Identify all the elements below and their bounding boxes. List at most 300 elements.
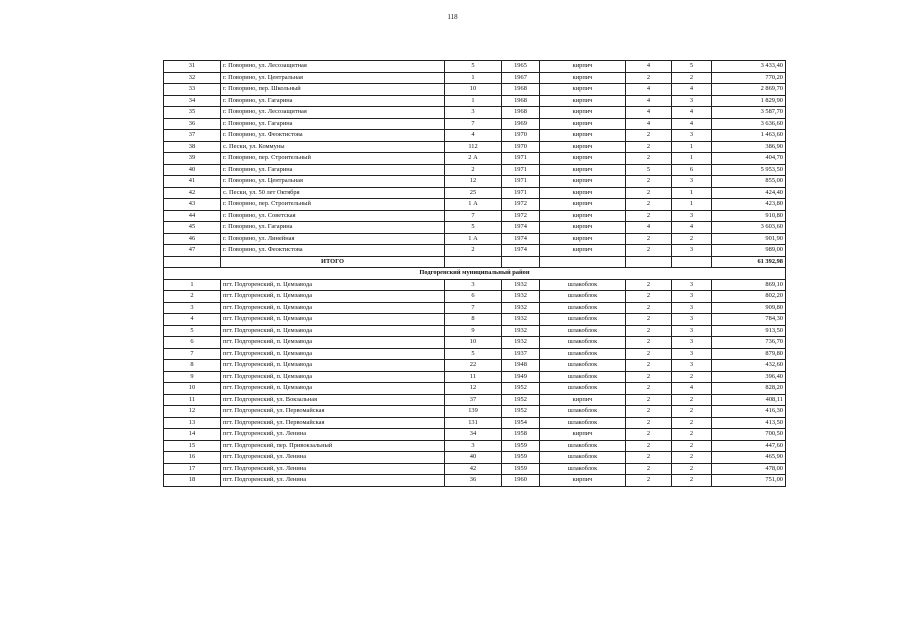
floors-cell: 2 [626, 72, 672, 84]
house-number-cell: 37 [445, 394, 502, 406]
area-cell: 5 953,50 [712, 164, 786, 176]
row-number-cell: 11 [164, 394, 221, 406]
row-number-cell: 32 [164, 72, 221, 84]
total-label: ИТОГО [221, 256, 445, 268]
build-year-cell: 1959 [502, 463, 540, 475]
table-row [164, 348, 786, 360]
row-number-cell: 17 [164, 463, 221, 475]
house-number-cell: 3 [445, 279, 502, 291]
build-year-cell: 1971 [502, 153, 540, 165]
house-number-cell: 6 [445, 291, 502, 303]
area-cell: 802,20 [712, 291, 786, 303]
table-row [164, 383, 786, 395]
address-cell: г. Поворино, ул. Феоктистова [221, 245, 445, 257]
area-cell: 913,50 [712, 325, 786, 337]
wall-material-cell: шлакоблок [540, 302, 626, 314]
area-cell: 751,00 [712, 475, 786, 487]
house-number-cell: 22 [445, 360, 502, 372]
house-number-cell: 3 [445, 440, 502, 452]
table-row [164, 360, 786, 372]
house-number-cell: 4 [445, 130, 502, 142]
build-year-cell: 1968 [502, 95, 540, 107]
address-cell: г. Поворино, ул. Лесозащитная [221, 61, 445, 73]
wall-material-cell: шлакоблок [540, 406, 626, 418]
address-cell: г. Поворино, ул. Центральная [221, 176, 445, 188]
entrances-cell: 3 [672, 210, 712, 222]
house-number-cell: 25 [445, 187, 502, 199]
wall-material-cell: кирпич [540, 245, 626, 257]
area-cell: 386,90 [712, 141, 786, 153]
address-cell: г. Поворино, ул. Центральная [221, 72, 445, 84]
row-number-cell: 34 [164, 95, 221, 107]
floors-cell: 4 [626, 118, 672, 130]
floors-cell: 2 [626, 394, 672, 406]
entrances-cell: 4 [672, 118, 712, 130]
wall-material-cell: кирпич [540, 61, 626, 73]
address-cell: пгт. Подгоренский, п. Цемзавода [221, 302, 445, 314]
build-year-cell: 1932 [502, 325, 540, 337]
floors-cell: 2 [626, 337, 672, 349]
floors-cell: 2 [626, 417, 672, 429]
floors-cell: 2 [626, 233, 672, 245]
floors-cell: 2 [626, 325, 672, 337]
floors-cell: 4 [626, 61, 672, 73]
floors-cell: 2 [626, 406, 672, 418]
table-row [164, 164, 786, 176]
floors-cell: 2 [626, 245, 672, 257]
address-cell: пгт. Подгоренский, п. Цемзавода [221, 325, 445, 337]
address-cell: г. Поворино, пер. Строительный [221, 153, 445, 165]
row-number-cell: 6 [164, 337, 221, 349]
row-number-cell: 12 [164, 406, 221, 418]
address-cell: г. Поворино, ул. Гагарина [221, 164, 445, 176]
wall-material-cell: кирпич [540, 210, 626, 222]
entrances-cell: 3 [672, 348, 712, 360]
entrances-cell: 3 [672, 176, 712, 188]
house-number-cell: 1 [445, 95, 502, 107]
area-cell: 478,00 [712, 463, 786, 475]
wall-material-cell: кирпич [540, 187, 626, 199]
table-row [164, 84, 786, 96]
build-year-cell: 1954 [502, 417, 540, 429]
area-cell: 879,80 [712, 348, 786, 360]
house-number-cell: 5 [445, 222, 502, 234]
total-empty-cell [672, 256, 712, 268]
wall-material-cell: кирпич [540, 199, 626, 211]
table-row [164, 222, 786, 234]
wall-material-cell: шлакоблок [540, 314, 626, 326]
row-number-cell: 45 [164, 222, 221, 234]
table-row [164, 463, 786, 475]
entrances-cell: 3 [672, 325, 712, 337]
table-row [164, 245, 786, 257]
house-number-cell: 2 [445, 164, 502, 176]
row-number-cell: 4 [164, 314, 221, 326]
house-number-cell: 9 [445, 325, 502, 337]
entrances-cell: 3 [672, 314, 712, 326]
wall-material-cell: кирпич [540, 72, 626, 84]
area-cell: 432,60 [712, 360, 786, 372]
house-number-cell: 7 [445, 118, 502, 130]
build-year-cell: 1932 [502, 302, 540, 314]
house-number-cell: 1 [445, 72, 502, 84]
wall-material-cell: кирпич [540, 130, 626, 142]
row-number-cell: 36 [164, 118, 221, 130]
build-year-cell: 1974 [502, 233, 540, 245]
wall-material-cell: кирпич [540, 118, 626, 130]
wall-material-cell: шлакоблок [540, 440, 626, 452]
build-year-cell: 1952 [502, 383, 540, 395]
table-row [164, 452, 786, 464]
floors-cell: 2 [626, 302, 672, 314]
table-row [164, 314, 786, 326]
build-year-cell: 1969 [502, 118, 540, 130]
wall-material-cell: шлакоблок [540, 383, 626, 395]
floors-cell: 2 [626, 199, 672, 211]
section-header-row [164, 268, 786, 280]
wall-material-cell: шлакоблок [540, 348, 626, 360]
table-row [164, 394, 786, 406]
address-cell: пгт. Подгоренский, п. Цемзавода [221, 314, 445, 326]
address-cell: пгт. Подгоренский, ул. Первомайская [221, 417, 445, 429]
area-cell: 413,50 [712, 417, 786, 429]
floors-cell: 4 [626, 222, 672, 234]
floors-cell: 2 [626, 187, 672, 199]
table-row [164, 199, 786, 211]
row-number-cell: 47 [164, 245, 221, 257]
wall-material-cell: шлакоблок [540, 452, 626, 464]
row-number-cell: 18 [164, 475, 221, 487]
address-cell: г. Поворино, ул. Феоктистова [221, 130, 445, 142]
row-number-cell: 3 [164, 302, 221, 314]
area-cell: 3 433,40 [712, 61, 786, 73]
table-row [164, 440, 786, 452]
rows-bottom [164, 279, 786, 486]
area-cell: 784,30 [712, 314, 786, 326]
entrances-cell: 4 [672, 84, 712, 96]
total-empty-cell [626, 256, 672, 268]
total-empty-cell [502, 256, 540, 268]
table-row [164, 176, 786, 188]
row-number-cell: 10 [164, 383, 221, 395]
area-cell: 408,11 [712, 394, 786, 406]
house-number-cell: 1 А [445, 199, 502, 211]
build-year-cell: 1932 [502, 314, 540, 326]
row-number-cell: 2 [164, 291, 221, 303]
row-number-cell: 40 [164, 164, 221, 176]
floors-cell: 2 [626, 130, 672, 142]
table-row [164, 233, 786, 245]
house-number-cell: 12 [445, 176, 502, 188]
area-cell: 404,70 [712, 153, 786, 165]
floors-cell: 2 [626, 452, 672, 464]
address-cell: г. Поворино, ул. Гагарина [221, 95, 445, 107]
wall-material-cell: шлакоблок [540, 360, 626, 372]
address-cell: г. Поворино, ул. Линейная [221, 233, 445, 245]
build-year-cell: 1970 [502, 141, 540, 153]
entrances-cell: 3 [672, 130, 712, 142]
build-year-cell: 1971 [502, 176, 540, 188]
row-number-cell: 31 [164, 61, 221, 73]
entrances-cell: 3 [672, 245, 712, 257]
floors-cell: 2 [626, 360, 672, 372]
build-year-cell: 1965 [502, 61, 540, 73]
total-empty-cell [445, 256, 502, 268]
entrances-cell: 2 [672, 72, 712, 84]
floors-cell: 2 [626, 141, 672, 153]
build-year-cell: 1974 [502, 222, 540, 234]
build-year-cell: 1937 [502, 348, 540, 360]
area-cell: 1 463,60 [712, 130, 786, 142]
floors-cell: 2 [626, 279, 672, 291]
row-number-cell: 43 [164, 199, 221, 211]
page-number: 118 [447, 13, 458, 21]
floors-cell: 2 [626, 153, 672, 165]
address-cell: г. Поворино, ул. Гагарина [221, 222, 445, 234]
address-cell: г. Поворино, ул. Гагарина [221, 118, 445, 130]
wall-material-cell: кирпич [540, 153, 626, 165]
house-number-cell: 5 [445, 348, 502, 360]
row-number-cell: 41 [164, 176, 221, 188]
row-number-cell: 42 [164, 187, 221, 199]
house-number-cell: 112 [445, 141, 502, 153]
area-cell: 828,20 [712, 383, 786, 395]
table-row [164, 107, 786, 119]
row-number-cell: 37 [164, 130, 221, 142]
wall-material-cell: шлакоблок [540, 463, 626, 475]
entrances-cell: 3 [672, 291, 712, 303]
build-year-cell: 1970 [502, 130, 540, 142]
wall-material-cell: шлакоблок [540, 417, 626, 429]
house-number-cell: 11 [445, 371, 502, 383]
total-block [164, 256, 786, 279]
area-cell: 736,70 [712, 337, 786, 349]
area-cell: 396,40 [712, 371, 786, 383]
table-row [164, 337, 786, 349]
floors-cell: 2 [626, 440, 672, 452]
wall-material-cell: кирпич [540, 429, 626, 441]
entrances-cell: 2 [672, 475, 712, 487]
build-year-cell: 1948 [502, 360, 540, 372]
row-number-cell: 8 [164, 360, 221, 372]
house-number-cell: 8 [445, 314, 502, 326]
house-number-cell: 1 А [445, 233, 502, 245]
wall-material-cell: шлакоблок [540, 371, 626, 383]
address-cell: г. Поворино, пер. Школьный [221, 84, 445, 96]
section-title: Подгоренский муниципальный район [164, 268, 786, 280]
entrances-cell: 2 [672, 429, 712, 441]
entrances-cell: 3 [672, 95, 712, 107]
area-cell: 3 603,60 [712, 222, 786, 234]
build-year-cell: 1974 [502, 245, 540, 257]
total-empty-cell [164, 256, 221, 268]
table-row [164, 118, 786, 130]
house-number-cell: 2 А [445, 153, 502, 165]
wall-material-cell: кирпич [540, 95, 626, 107]
area-cell: 424,40 [712, 187, 786, 199]
entrances-cell: 1 [672, 199, 712, 211]
row-number-cell: 7 [164, 348, 221, 360]
table-row [164, 325, 786, 337]
table-row [164, 61, 786, 73]
area-cell: 869,10 [712, 279, 786, 291]
house-number-cell: 7 [445, 302, 502, 314]
area-cell: 1 829,90 [712, 95, 786, 107]
wall-material-cell: кирпич [540, 233, 626, 245]
housing-register-table [163, 60, 786, 487]
table-row [164, 302, 786, 314]
address-cell: г. Поворино, ул. Лесозащитная [221, 107, 445, 119]
area-cell: 909,80 [712, 302, 786, 314]
row-number-cell: 16 [164, 452, 221, 464]
table-row [164, 475, 786, 487]
floors-cell: 2 [626, 371, 672, 383]
build-year-cell: 1971 [502, 164, 540, 176]
area-cell: 447,60 [712, 440, 786, 452]
floors-cell: 4 [626, 84, 672, 96]
table-row [164, 371, 786, 383]
build-year-cell: 1932 [502, 279, 540, 291]
build-year-cell: 1968 [502, 84, 540, 96]
address-cell: пгт. Подгоренский, ул. Первомайская [221, 406, 445, 418]
total-value: 61 392,98 [712, 256, 786, 268]
area-cell: 700,50 [712, 429, 786, 441]
area-cell: 465,90 [712, 452, 786, 464]
entrances-cell: 3 [672, 302, 712, 314]
row-number-cell: 13 [164, 417, 221, 429]
area-cell: 901,90 [712, 233, 786, 245]
address-cell: пгт. Подгоренский, п. Цемзавода [221, 371, 445, 383]
row-number-cell: 1 [164, 279, 221, 291]
table-row [164, 429, 786, 441]
house-number-cell: 34 [445, 429, 502, 441]
wall-material-cell: кирпич [540, 164, 626, 176]
build-year-cell: 1949 [502, 371, 540, 383]
build-year-cell: 1960 [502, 475, 540, 487]
house-number-cell: 42 [445, 463, 502, 475]
table-row [164, 95, 786, 107]
house-number-cell: 12 [445, 383, 502, 395]
row-number-cell: 5 [164, 325, 221, 337]
wall-material-cell: кирпич [540, 141, 626, 153]
build-year-cell: 1932 [502, 291, 540, 303]
table-row [164, 187, 786, 199]
address-cell: пгт. Подгоренский, п. Цемзавода [221, 279, 445, 291]
entrances-cell: 2 [672, 394, 712, 406]
address-cell: с. Пески, ул. Коммуны [221, 141, 445, 153]
wall-material-cell: шлакоблок [540, 325, 626, 337]
entrances-cell: 2 [672, 452, 712, 464]
row-number-cell: 38 [164, 141, 221, 153]
wall-material-cell: кирпич [540, 84, 626, 96]
build-year-cell: 1972 [502, 210, 540, 222]
address-cell: с. Пески, ул. 50 лет Октября [221, 187, 445, 199]
build-year-cell: 1932 [502, 337, 540, 349]
entrances-cell: 1 [672, 141, 712, 153]
table-row [164, 130, 786, 142]
address-cell: пгт. Подгоренский, ул. Ленина [221, 463, 445, 475]
entrances-cell: 2 [672, 463, 712, 475]
house-number-cell: 2 [445, 245, 502, 257]
entrances-cell: 3 [672, 337, 712, 349]
rows-top [164, 61, 786, 257]
build-year-cell: 1972 [502, 199, 540, 211]
floors-cell: 2 [626, 291, 672, 303]
wall-material-cell: кирпич [540, 394, 626, 406]
floors-cell: 2 [626, 314, 672, 326]
house-number-cell: 7 [445, 210, 502, 222]
row-number-cell: 14 [164, 429, 221, 441]
build-year-cell: 1967 [502, 72, 540, 84]
area-cell: 416,30 [712, 406, 786, 418]
house-number-cell: 5 [445, 61, 502, 73]
entrances-cell: 2 [672, 440, 712, 452]
wall-material-cell: кирпич [540, 176, 626, 188]
house-number-cell: 10 [445, 84, 502, 96]
table-row [164, 291, 786, 303]
address-cell: пгт. Подгоренский, п. Цемзавода [221, 291, 445, 303]
entrances-cell: 2 [672, 371, 712, 383]
wall-material-cell: кирпич [540, 475, 626, 487]
build-year-cell: 1959 [502, 452, 540, 464]
entrances-cell: 2 [672, 417, 712, 429]
floors-cell: 2 [626, 429, 672, 441]
address-cell: пгт. Подгоренский, ул. Вокзальная [221, 394, 445, 406]
address-cell: пгт. Подгоренский, п. Цемзавода [221, 383, 445, 395]
row-number-cell: 35 [164, 107, 221, 119]
floors-cell: 5 [626, 164, 672, 176]
table-row [164, 279, 786, 291]
row-number-cell: 39 [164, 153, 221, 165]
address-cell: пгт. Подгоренский, п. Цемзавода [221, 348, 445, 360]
entrances-cell: 6 [672, 164, 712, 176]
house-number-cell: 139 [445, 406, 502, 418]
house-number-cell: 40 [445, 452, 502, 464]
table-row [164, 141, 786, 153]
table-row [164, 153, 786, 165]
row-number-cell: 9 [164, 371, 221, 383]
area-cell: 855,00 [712, 176, 786, 188]
build-year-cell: 1968 [502, 107, 540, 119]
wall-material-cell: шлакоблок [540, 279, 626, 291]
build-year-cell: 1959 [502, 440, 540, 452]
build-year-cell: 1971 [502, 187, 540, 199]
entrances-cell: 2 [672, 233, 712, 245]
floors-cell: 2 [626, 210, 672, 222]
row-number-cell: 44 [164, 210, 221, 222]
wall-material-cell: кирпич [540, 107, 626, 119]
floors-cell: 4 [626, 95, 672, 107]
entrances-cell: 3 [672, 279, 712, 291]
area-cell: 910,80 [712, 210, 786, 222]
entrances-cell: 4 [672, 107, 712, 119]
area-cell: 770,20 [712, 72, 786, 84]
build-year-cell: 1952 [502, 406, 540, 418]
total-empty-cell [540, 256, 626, 268]
build-year-cell: 1958 [502, 429, 540, 441]
table-row [164, 417, 786, 429]
house-number-cell: 10 [445, 337, 502, 349]
house-number-cell: 131 [445, 417, 502, 429]
wall-material-cell: кирпич [540, 222, 626, 234]
entrances-cell: 2 [672, 406, 712, 418]
address-cell: пгт. Подгоренский, ул. Ленина [221, 475, 445, 487]
house-number-cell: 36 [445, 475, 502, 487]
floors-cell: 4 [626, 107, 672, 119]
area-cell: 989,00 [712, 245, 786, 257]
address-cell: пгт. Подгоренский, ул. Ленина [221, 429, 445, 441]
floors-cell: 2 [626, 348, 672, 360]
